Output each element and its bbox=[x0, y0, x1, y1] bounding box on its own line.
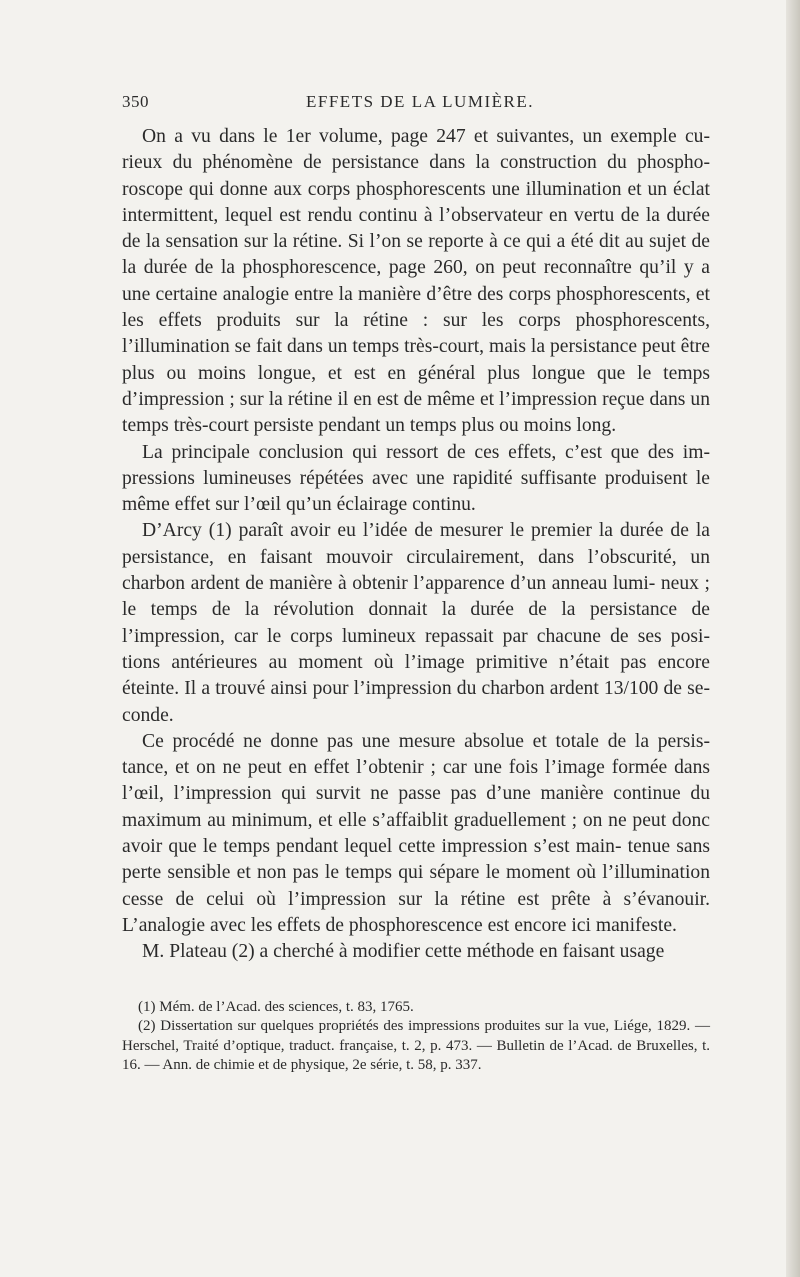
paragraph: D’Arcy (1) paraît avoir eu l’idée de mesurer le premier la durée de la persistance, en faisant mouvoir circulairement, dans l’obscurité, un charbon ardent de manière à obtenir l’apparence d’un anneau lumi- neux ; le temps de la révolution donnait la durée de la persistance de l’impression, car le corps lumineux repassait par chacune de ses posi- tions antérieures au moment où l’image primitive n’était pas encore éteinte. Il a trouvé ainsi pour l’impression du charbon ardent 13/100 de se- conde. bbox=[122, 520, 710, 726]
paragraph: M. Plateau (2) a cherché à modifier cette méthode en faisant usage bbox=[142, 941, 665, 963]
running-title: EFFETS DE LA LUMIÈRE. bbox=[306, 92, 534, 111]
footnote: (2) Dissertation sur quelques propriétés des impressions produites sur la vue, Liége, 1829. — Herschel, Traité d’optique, traduct. française, t. 2, p. 473. — Bulletin de l’Acad. de Bruxelles, t. 16. — Ann. de chimie et de physique, 2e série, t. 58, p. 337. bbox=[122, 1018, 710, 1073]
footnote: (1) Mém. de l’Acad. des sciences, t. 83, 1765. bbox=[138, 999, 414, 1015]
body-text bbox=[122, 124, 710, 966]
paragraph: Ce procédé ne donne pas une mesure absolue et totale de la persis- tance, et on ne peut en effet l’obtenir ; car une fois l’image formée dans l’œil, l’impression qui survit ne passe pas d’une manière continue du maximum au minimum, et elle s’affaiblit graduellement ; on ne peut donc avoir que le temps pendant lequel cette impression s’est main- tenue sans perte sensible et non pas le temps qui sépare le moment où l’illumination cesse de celui où l’impression sur la rétine est prête à s’évanouir. L’analogie avec les effets de phosphorescence est encore ici manifeste. bbox=[122, 730, 710, 936]
page-edge bbox=[786, 0, 800, 1277]
paragraph: La principale conclusion qui ressort de ces effets, c’est que des im- pressions lumineuses répétées avec une rapidité suffisante produisent le même effet sur l’œil qu’un éclairage continu. bbox=[122, 441, 710, 516]
page-number: 350 bbox=[122, 92, 149, 111]
footnotes bbox=[122, 998, 710, 1075]
page-header bbox=[122, 92, 718, 122]
paragraph: On a vu dans le 1er volume, page 247 et suivantes, un exemple cu- rieux du phénomène de persistance dans la construction du phospho- roscope qui donne aux corps phosphorescents une illumination et un éclat intermittent, lequel est rendu continu à l’observateur en vertu de la durée de la sensation sur la rétine. Si l’on se reporte à ce qui a été dit au sujet de la durée de la phosphorescence, page 260, on peut reconnaître qu’il y a une certaine analogie entre la manière d’être des corps phosphorescents, et les effets produits sur la rétine : sur les corps phosphorescents, l’illumination se fait dans un temps très-court, mais la persistance peut être plus ou moins longue, et est en général plus longue que le temps d’impression ; sur la rétine il en est de même et l’impression reçue dans un temps très-court persiste pendant un temps plus ou moins long. bbox=[122, 126, 710, 437]
